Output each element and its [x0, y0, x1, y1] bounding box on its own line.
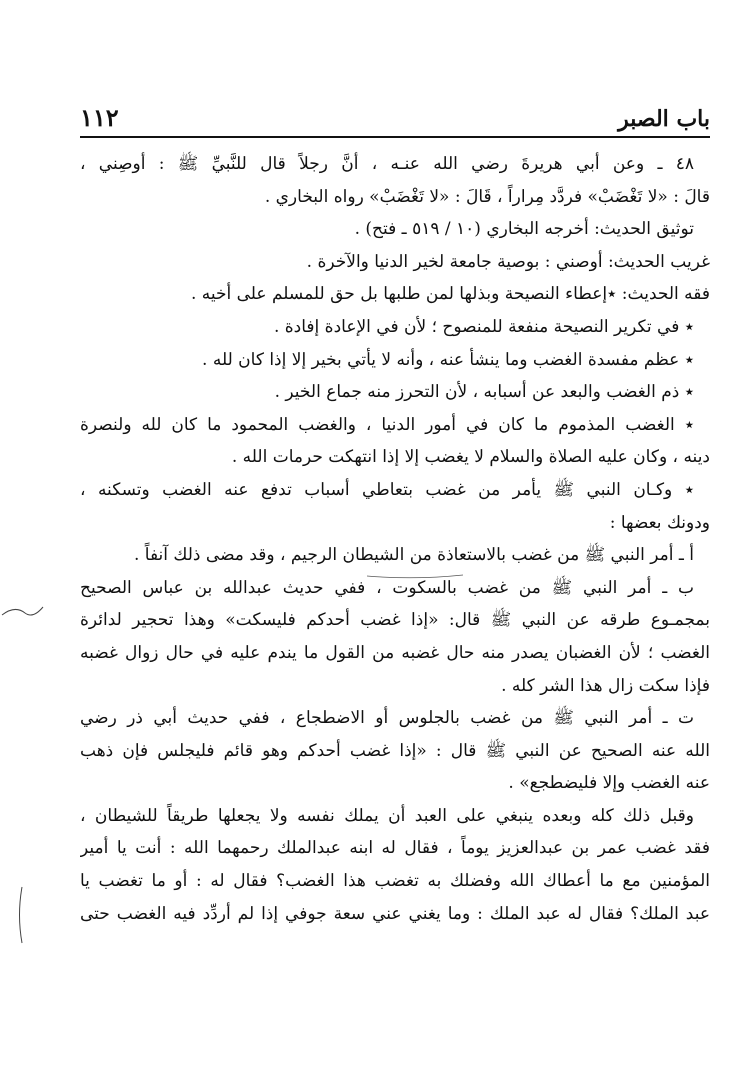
text-line: ٭ الغضب المذموم ما كان في أمور الدنيا ، والغضب المحمود ما كان لله ولنصرة — [80, 414, 694, 435]
text-line: بمجمـوع طرقه عن النبي ﷺ قال: «إذا غضب أحدكم فليسكت» وهذا تحجير لدائرة — [80, 610, 710, 631]
text-line: ٭ وكـان النبي ﷺ يأمر من غضب بتعاطي أسباب تدفع عنه الغضب وتسكنه ، — [80, 479, 694, 500]
page-header — [80, 92, 710, 138]
text-line: توثيق الحديث: أخرجه البخاري (١٠ / ٥١٩ ـ فتح) . — [354, 219, 694, 240]
text-line: غريب الحديث: أوصني : بوصية جامعة لخير الدنيا والآخرة . — [306, 251, 710, 272]
text-line: عنه الغضب وإلا فليضطجع» . — [508, 773, 710, 794]
text-line: ب ـ أمر النبي ﷺ من غضب بالسكوت ، ففي حديث عبدالله بن عباس الصحيح — [80, 577, 694, 598]
text-line: الغضب ؛ لأن الغضبان يصدر منه حال غضبه من القول ما يندم عليه في حال زوال غضبه — [80, 642, 710, 663]
text-line: ٤٨ ـ وعن أبي هريرةَ رضي الله عنـه ، أنَّ رجلاً قال للنَّبيِّ ﷺ : أوصِني ، — [80, 154, 694, 174]
page-body — [80, 148, 710, 930]
margin-bracket-icon — [16, 885, 24, 945]
text-line: وقبل ذلك كله وبعده ينبغي على العبد أن يملك نفسه ولا يجعلها طريقاً للشيطان ، — [80, 805, 694, 826]
text-line: ٭ في تكرير النصيحة منفعة للمنصوح ؛ لأن في الإعادة إفادة . — [273, 316, 694, 337]
margin-mark-icon — [0, 595, 45, 625]
text-line: فإذا سكت زال هذا الشر كله . — [501, 675, 710, 696]
text-line: دينه ، وكان عليه الصلاة والسلام لا يغضب إلا إذا انتهكت حرمات الله . — [231, 447, 710, 468]
text-line: ٭ ذم الغضب والبعد عن أسبابه ، لأن التحرز منه جماع الخير . — [274, 382, 694, 403]
page-number: ١١٢ — [80, 103, 119, 132]
text-line: ٭ عظم مفسدة الغضب وما ينشأ عنه ، وأنه لا يأتي بخير إلا إذا كان لله . — [202, 349, 694, 370]
scan-stroke-icon — [365, 573, 465, 581]
chapter-title: باب الصبر — [618, 106, 710, 132]
text-line: قالَ : «لا تَغْضَبْ» فردَّد مِراراً ، قَالَ : «لا تَغْضَبْ» رواه البخاري . — [264, 186, 710, 207]
text-line: أ ـ أمر النبي ﷺ من غضب بالاستعاذة من الشيطان الرجيم ، وقد مضى ذلك آنفاً . — [133, 545, 694, 566]
text-line: فقه الحديث: ٭إعطاء النصيحة وبذلها لمن طلبها بل حق للمسلم على أخيه . — [190, 284, 710, 305]
text-line: المؤمنين مع ما أعطاك الله وفضلك به تغضب هذا الغضب؟ فقال له : أو ما تغضب يا — [80, 871, 710, 892]
text-line: ودونك بعضها : — [609, 512, 710, 533]
text-line: فقد غضب عمر بن عبدالعزيز يوماً ، فقال له ابنه عبدالملك رحمهما الله : أنت يا أمير — [80, 838, 710, 859]
text-line: الله عنه الصحيح عن النبي ﷺ قال : «إذا غضب أحدكم وهو قائم فليجلس فإن ذهب — [80, 740, 710, 761]
text-line: ت ـ أمر النبي ﷺ من غضب بالجلوس أو الاضطجاع ، ففي حديث أبي ذر رضي — [80, 708, 694, 729]
book-page — [80, 92, 710, 1072]
text-line: عبد الملك؟ فقال له عبد الملك : وما يغني عني سعة جوفي إذا لم أردِّد فيه الغضب حتى — [80, 903, 710, 924]
